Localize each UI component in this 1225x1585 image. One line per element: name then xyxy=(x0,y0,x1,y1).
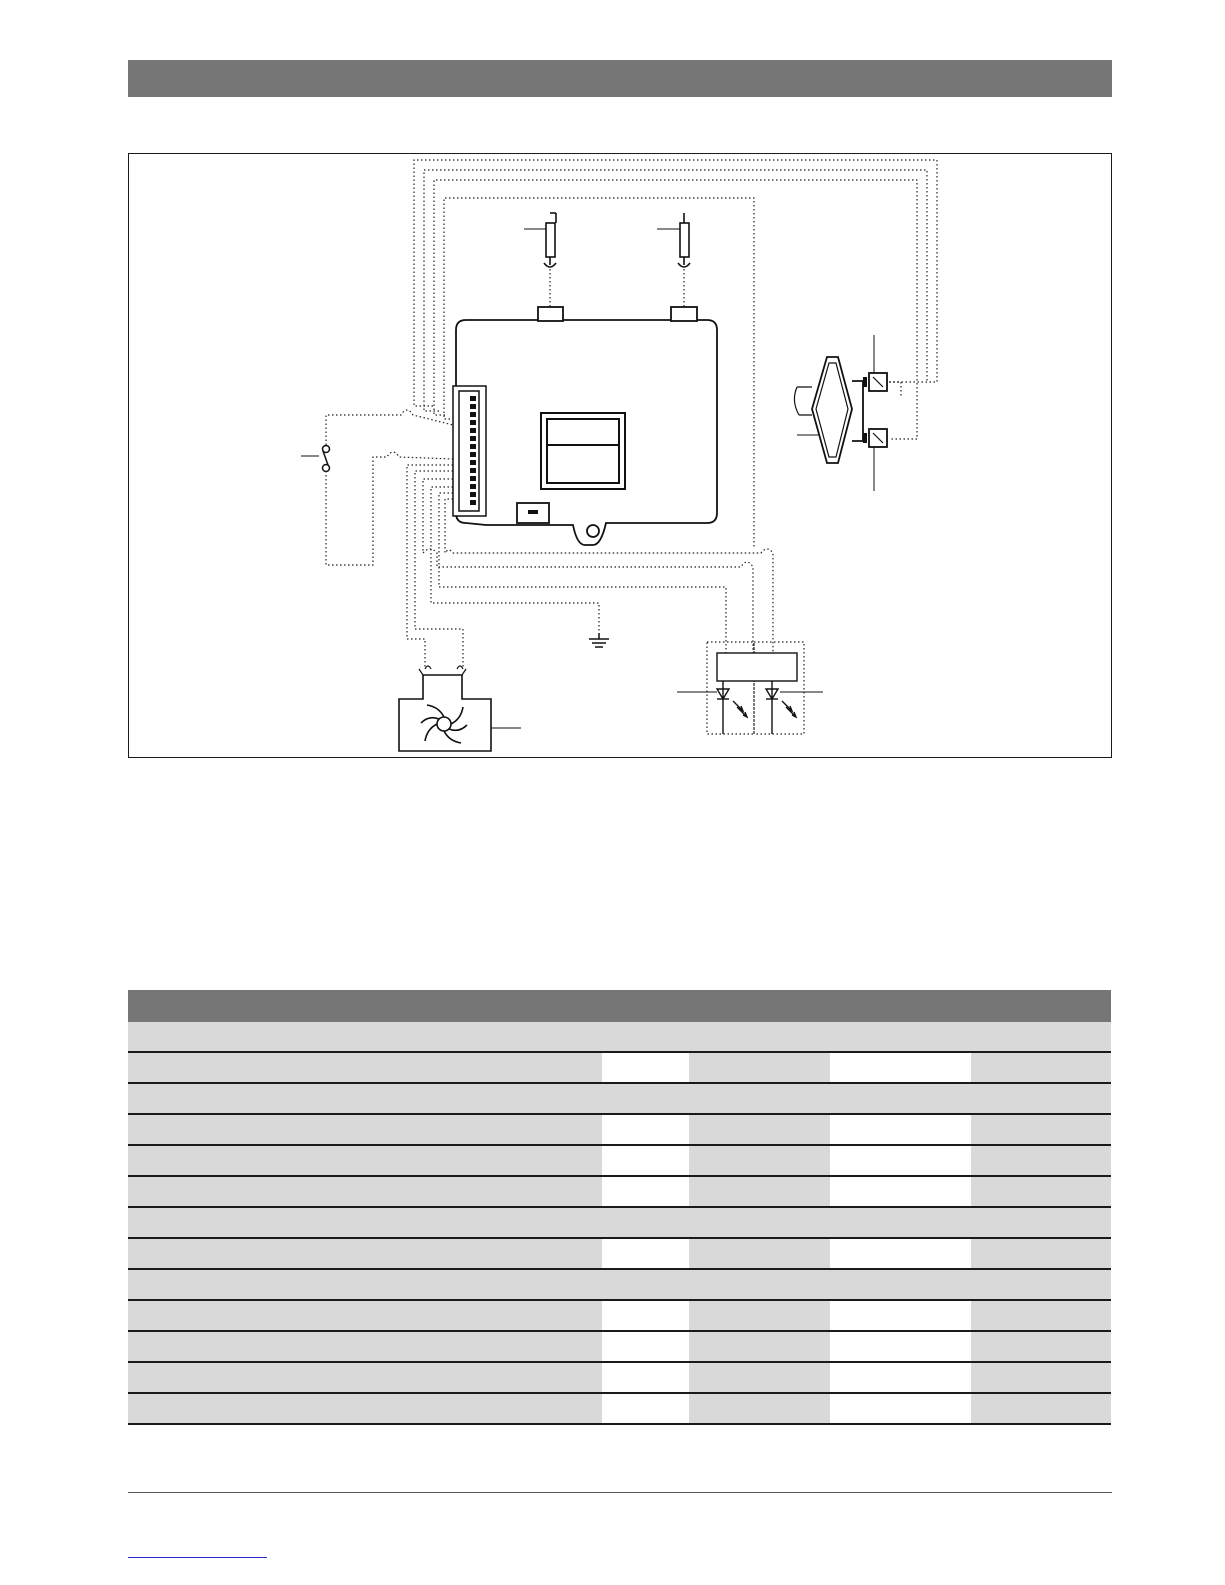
table-cell xyxy=(602,1146,689,1175)
table-cell xyxy=(128,1053,602,1082)
table-row xyxy=(128,1239,1111,1270)
sensor-module-leds xyxy=(677,653,823,734)
table-row xyxy=(128,1053,1111,1084)
ground-symbol xyxy=(589,633,609,647)
gas-valve xyxy=(794,335,887,491)
table-cell xyxy=(689,1053,830,1082)
table-cell xyxy=(971,1363,1111,1392)
ignition-electrode-left xyxy=(524,213,556,267)
page-header-bar xyxy=(128,60,1112,97)
table-cell xyxy=(128,1363,602,1392)
wiring-diagram-svg xyxy=(129,154,1113,759)
table-cell xyxy=(971,1239,1111,1268)
table-cell xyxy=(128,1177,602,1206)
table-cell xyxy=(689,1146,830,1175)
section-label xyxy=(128,1084,1111,1113)
table-cell xyxy=(830,1363,971,1392)
table-row xyxy=(128,1363,1111,1394)
table-cell xyxy=(602,1115,689,1144)
table-cell xyxy=(128,1394,602,1423)
footer-link[interactable] xyxy=(128,1557,267,1558)
section-label xyxy=(128,1022,1111,1051)
table-section-row xyxy=(128,1270,1111,1301)
table-cell xyxy=(830,1115,971,1144)
connector-terminal-strip xyxy=(453,386,486,516)
table-cell xyxy=(971,1394,1111,1423)
table-cell xyxy=(689,1239,830,1268)
table-cell xyxy=(971,1332,1111,1361)
footer-divider xyxy=(128,1492,1112,1493)
table-cell xyxy=(602,1394,689,1423)
table-section-row xyxy=(128,1022,1111,1053)
table-cell xyxy=(128,1332,602,1361)
ignition-electrode-right xyxy=(657,213,690,267)
table-cell xyxy=(830,1146,971,1175)
fan-motor xyxy=(399,666,521,751)
table-cell xyxy=(830,1239,971,1268)
display-window xyxy=(541,413,625,489)
table-row xyxy=(128,1332,1111,1363)
table-cell xyxy=(128,1239,602,1268)
table-cell xyxy=(971,1177,1111,1206)
table-row xyxy=(128,1177,1111,1208)
table-cell xyxy=(689,1115,830,1144)
section-label xyxy=(128,1208,1111,1237)
table-cell xyxy=(689,1177,830,1206)
table-section-row xyxy=(128,1208,1111,1239)
table-cell xyxy=(602,1239,689,1268)
table-cell xyxy=(128,1115,602,1144)
table-cell xyxy=(971,1115,1111,1144)
table-cell xyxy=(602,1177,689,1206)
table-row xyxy=(128,1394,1111,1425)
section-label xyxy=(128,1270,1111,1299)
table-cell xyxy=(128,1146,602,1175)
table-body xyxy=(128,1022,1111,1425)
table-row xyxy=(128,1115,1111,1146)
table-cell xyxy=(971,1301,1111,1330)
table-cell xyxy=(830,1177,971,1206)
table-cell xyxy=(602,1301,689,1330)
table-cell xyxy=(830,1053,971,1082)
table-row xyxy=(128,1301,1111,1332)
table-cell xyxy=(602,1332,689,1361)
table-header xyxy=(128,990,1111,1022)
table-cell xyxy=(971,1053,1111,1082)
table-cell xyxy=(689,1332,830,1361)
table-cell xyxy=(830,1332,971,1361)
table-cell xyxy=(602,1363,689,1392)
table-cell xyxy=(689,1301,830,1330)
table-row xyxy=(128,1146,1111,1177)
table-cell xyxy=(971,1146,1111,1175)
specification-table xyxy=(128,990,1111,1425)
flow-switch xyxy=(301,446,330,472)
wiring-diagram xyxy=(128,153,1112,758)
table-cell xyxy=(128,1301,602,1330)
table-section-row xyxy=(128,1084,1111,1115)
table-cell xyxy=(689,1363,830,1392)
table-cell xyxy=(830,1394,971,1423)
table-cell xyxy=(689,1394,830,1423)
table-cell xyxy=(602,1053,689,1082)
table-cell xyxy=(830,1301,971,1330)
